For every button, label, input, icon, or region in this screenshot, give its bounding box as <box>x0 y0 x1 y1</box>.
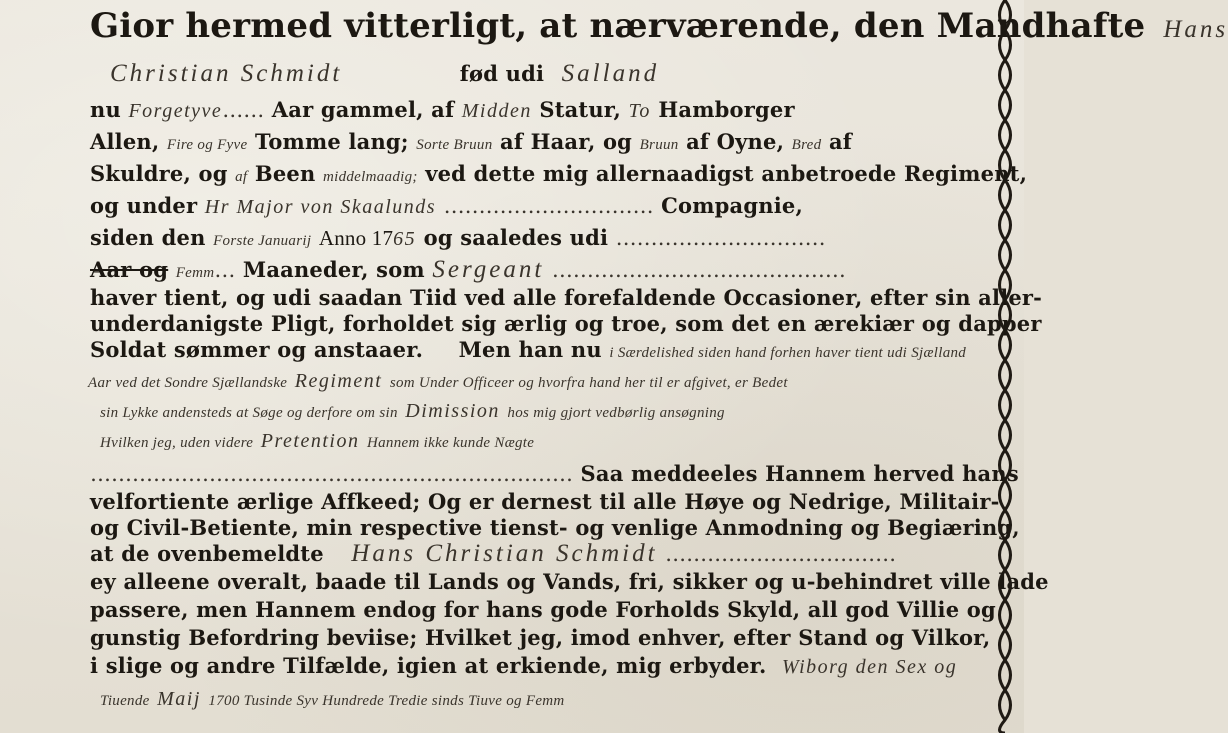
line-3: nu Forgetyve…… Aar gammel, af Midden Statur, To Hamborger <box>90 97 795 122</box>
handwritten-place: Salland <box>561 60 660 87</box>
line-11: Soldat sømmer og anstaaer. Men han nu i Særdelished siden hand forhen haver tient udi Sjælland <box>90 337 967 362</box>
ornamental-border <box>992 0 1018 733</box>
handwritten-name: Christian Schmidt <box>110 60 343 87</box>
title-handwritten-name: Hans <box>1163 16 1228 43</box>
line-5: Skuldre, og af Been middelmaadig; ved dette mig allernaadigst anbetroede Regiment, <box>90 161 1028 186</box>
line-16: velfortiente ærlige Affkeed; Og er dernest til alle Høye og Nedrige, Militair- <box>90 489 1000 514</box>
line-9: haver tient, og udi saadan Tiid ved alle forefaldende Occasioner, efter sin aller- <box>90 285 1043 310</box>
line-14: Hvilken jeg, uden videre Pretention Hannem ikke kunde Nægte <box>100 430 535 452</box>
line-20: passere, men Hannem endog for hans gode Forholds Skyld, all god Villie og <box>90 597 996 622</box>
document-title <box>90 6 1228 50</box>
line-12: Aar ved det Sondre Sjællandske Regiment som Under Officeer og hvorfra hand her til er afgivet, er Bedet <box>88 370 788 392</box>
line-18: at de ovenbemeldte Hans Christian Schmidt …………………………… <box>90 540 897 567</box>
line-6: og under Hr Major von Skaalunds ………………………… Compagnie, <box>90 193 803 218</box>
title-print: Gior hermed vitterligt, at nærværende, den Mandhafte <box>90 6 1146 46</box>
line-23: Tiuende Maij 1700 Tusinde Syv Hundrede Tredie sinds Tiuve og Femm <box>100 688 565 710</box>
line-8: Aar og Femm… Maaneder, som Sergeant …………………………………… <box>90 256 846 283</box>
line-2: Christian Schmidt fød udi Salland <box>110 60 660 87</box>
line-7: siden den Forste Januarij Anno 1765 og saaledes udi ………………………… <box>90 225 826 250</box>
line-21: gunstig Befordring beviise; Hvilket jeg, imod enhver, efter Stand og Vilkor, <box>90 625 991 650</box>
line-4: Allen, Fire og Fyve Tomme lang; Sorte Bruun af Haar, og Bruun af Oyne, Bred af <box>90 129 852 154</box>
line-19: ey alleene overalt, baade til Lands og Vands, fri, sikker og u-behindret ville lade <box>90 569 1049 594</box>
line-13: sin Lykke andensteds at Søge og derfore om sin Dimission hos mig gjort vedbørlig ansøgning <box>100 400 725 422</box>
line-10: underdanigste Pligt, forholdet sig ærlig og troe, som det en ærekiær og dapper <box>90 311 1042 336</box>
line-22: i slige og andre Tilfælde, igien at erkiende, mig erbyder. Wiborg den Sex og <box>90 653 958 678</box>
line-15: …………………………………………………………… Saa meddeeles Hannem herved hans <box>90 461 1019 486</box>
line-17: og Civil-Betiente, min respective tienst- og venlige Anmodning og Begiæring, <box>90 515 1020 540</box>
